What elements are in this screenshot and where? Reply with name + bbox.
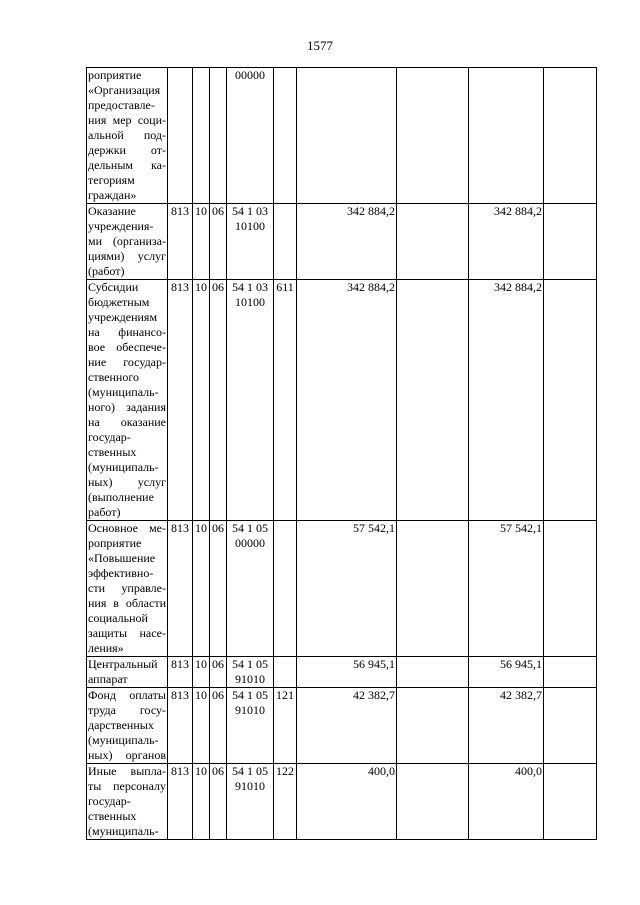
row-name-line: ние государ- (88, 355, 166, 369)
row-name-line: Оказание (88, 204, 136, 218)
row-name-line: вое обеспече- (88, 340, 166, 354)
cell-sum3 (469, 68, 544, 204)
row-name-line: держки от- (88, 143, 166, 157)
cell-sum2 (397, 280, 469, 521)
row-name-line: Иные выпла- (88, 764, 166, 778)
cell-sum2 (397, 68, 469, 204)
row-name-line: государ- (88, 430, 131, 444)
row-name-line: предоставле- (88, 98, 155, 112)
row-name-line: ственного (88, 370, 139, 384)
row-name-line: «Повышение (88, 551, 156, 565)
row-name-line: Основное ме- (88, 521, 166, 535)
cell-rz: 10 (193, 764, 210, 840)
cell-sum1 (297, 68, 397, 204)
table-row (87, 521, 597, 657)
cell-sum4 (544, 764, 597, 840)
cell-ved: 813 (168, 204, 193, 280)
cell-pr (210, 68, 227, 204)
cell-sum1: 342 884,2 (297, 280, 397, 521)
page-number: 1577 (307, 38, 333, 53)
cell-sum3: 342 884,2 (469, 280, 544, 521)
row-name-line: дельным ка- (88, 158, 166, 172)
cell-sum3: 42 382,7 (469, 688, 544, 764)
cell-sum4 (544, 688, 597, 764)
row-name-line: граждан» (88, 188, 137, 202)
row-name-line: ния мер соци- (88, 113, 166, 127)
cell-sum3: 57 542,1 (469, 521, 544, 657)
cell-sum4 (544, 68, 597, 204)
row-name-cell (87, 521, 168, 657)
row-name-line: тегориям (88, 173, 135, 187)
cell-ved (168, 68, 193, 204)
row-name-line: учреждения- (88, 219, 154, 233)
cell-csr: 54 1 05 91010 (227, 657, 274, 688)
cell-sum2 (397, 764, 469, 840)
table-row (87, 68, 597, 204)
row-name-line: ного) задания (88, 400, 166, 414)
cell-pr: 06 (210, 764, 227, 840)
cell-pr: 06 (210, 688, 227, 764)
row-name-line: ных) органов (88, 748, 166, 762)
cell-vr: 611 (274, 280, 297, 521)
cell-csr: 54 1 05 91010 (227, 764, 274, 840)
cell-rz: 10 (193, 688, 210, 764)
table-row (87, 204, 597, 280)
row-name-line: ми (организа- (88, 234, 166, 248)
cell-pr: 06 (210, 204, 227, 280)
row-name-line: (выполнение (88, 490, 154, 504)
cell-pr: 06 (210, 280, 227, 521)
row-name-line: работ) (88, 505, 121, 519)
row-name-cell (87, 688, 168, 764)
row-name-line: государ- (88, 794, 131, 808)
row-name-cell (87, 68, 168, 204)
cell-rz: 10 (193, 280, 210, 521)
row-name-line: учреждениям (88, 310, 158, 324)
row-name-line: (муниципаль- (88, 733, 159, 747)
row-name-line: дарственных (88, 718, 154, 732)
row-name-line: ления» (88, 641, 124, 655)
row-name-cell (87, 280, 168, 521)
row-name-line: ственных (88, 445, 137, 459)
cell-sum4 (544, 204, 597, 280)
cell-ved: 813 (168, 688, 193, 764)
cell-ved: 813 (168, 657, 193, 688)
cell-pr: 06 (210, 657, 227, 688)
table-row (87, 280, 597, 521)
row-name-line: Центральный (88, 657, 158, 671)
cell-ved: 813 (168, 764, 193, 840)
cell-vr: 122 (274, 764, 297, 840)
row-name-line: (муниципаль- (88, 824, 159, 838)
cell-sum3: 56 945,1 (469, 657, 544, 688)
cell-rz: 10 (193, 521, 210, 657)
row-name-line: аппарат (88, 672, 128, 686)
cell-sum2 (397, 657, 469, 688)
cell-ved: 813 (168, 280, 193, 521)
table-row (87, 657, 597, 688)
row-name-line: роприятие (88, 536, 142, 550)
budget-table (86, 67, 597, 840)
budget-table-body (87, 68, 597, 840)
cell-sum4 (544, 521, 597, 657)
cell-vr (274, 68, 297, 204)
row-name-line: циями) услуг (88, 249, 166, 263)
cell-rz (193, 68, 210, 204)
cell-sum3: 342 884,2 (469, 204, 544, 280)
cell-vr: 121 (274, 688, 297, 764)
row-name-line: (муниципаль- (88, 385, 159, 399)
cell-sum4 (544, 280, 597, 521)
row-name-line: социальной (88, 611, 148, 625)
cell-sum2 (397, 688, 469, 764)
cell-sum1: 57 542,1 (297, 521, 397, 657)
cell-sum2 (397, 521, 469, 657)
cell-csr: 54 1 03 10100 (227, 204, 274, 280)
row-name-cell (87, 764, 168, 840)
cell-sum1: 56 945,1 (297, 657, 397, 688)
cell-sum1: 342 884,2 (297, 204, 397, 280)
cell-vr (274, 521, 297, 657)
row-name-line: защиты насе- (88, 626, 166, 640)
cell-sum2 (397, 204, 469, 280)
row-name-cell (87, 657, 168, 688)
cell-sum4 (544, 657, 597, 688)
cell-sum1: 42 382,7 (297, 688, 397, 764)
row-name-line: Фонд оплаты (88, 688, 166, 702)
cell-csr: 00000 (227, 68, 274, 204)
row-name-cell (87, 204, 168, 280)
row-name-line: бюджетным (88, 295, 150, 309)
table-row (87, 764, 597, 840)
row-name-line: Субсидии (88, 280, 139, 294)
cell-rz: 10 (193, 204, 210, 280)
cell-csr: 54 1 03 10100 (227, 280, 274, 521)
cell-pr: 06 (210, 521, 227, 657)
row-name-line: на финансо- (88, 325, 166, 339)
row-name-line: ственных (88, 809, 137, 823)
row-name-line: роприятие (88, 68, 142, 82)
cell-rz: 10 (193, 657, 210, 688)
row-name-line: альной под- (88, 128, 166, 142)
row-name-line: эффективно- (88, 566, 154, 580)
cell-csr: 54 1 05 00000 (227, 521, 274, 657)
row-name-line: ния в области (88, 596, 166, 610)
row-name-line: труда госу- (88, 703, 166, 717)
row-name-line: «Организация (88, 83, 161, 97)
table-row (87, 688, 597, 764)
row-name-line: ных) услуг (88, 475, 166, 489)
cell-ved: 813 (168, 521, 193, 657)
row-name-line: ты персоналу (88, 779, 166, 793)
row-name-line: (муниципаль- (88, 460, 159, 474)
cell-vr (274, 657, 297, 688)
cell-sum1: 400,0 (297, 764, 397, 840)
row-name-line: (работ) (88, 264, 125, 278)
row-name-line: сти управле- (88, 581, 166, 595)
cell-vr (274, 204, 297, 280)
row-name-line: на оказание (88, 415, 166, 429)
cell-sum3: 400,0 (469, 764, 544, 840)
cell-csr: 54 1 05 91010 (227, 688, 274, 764)
